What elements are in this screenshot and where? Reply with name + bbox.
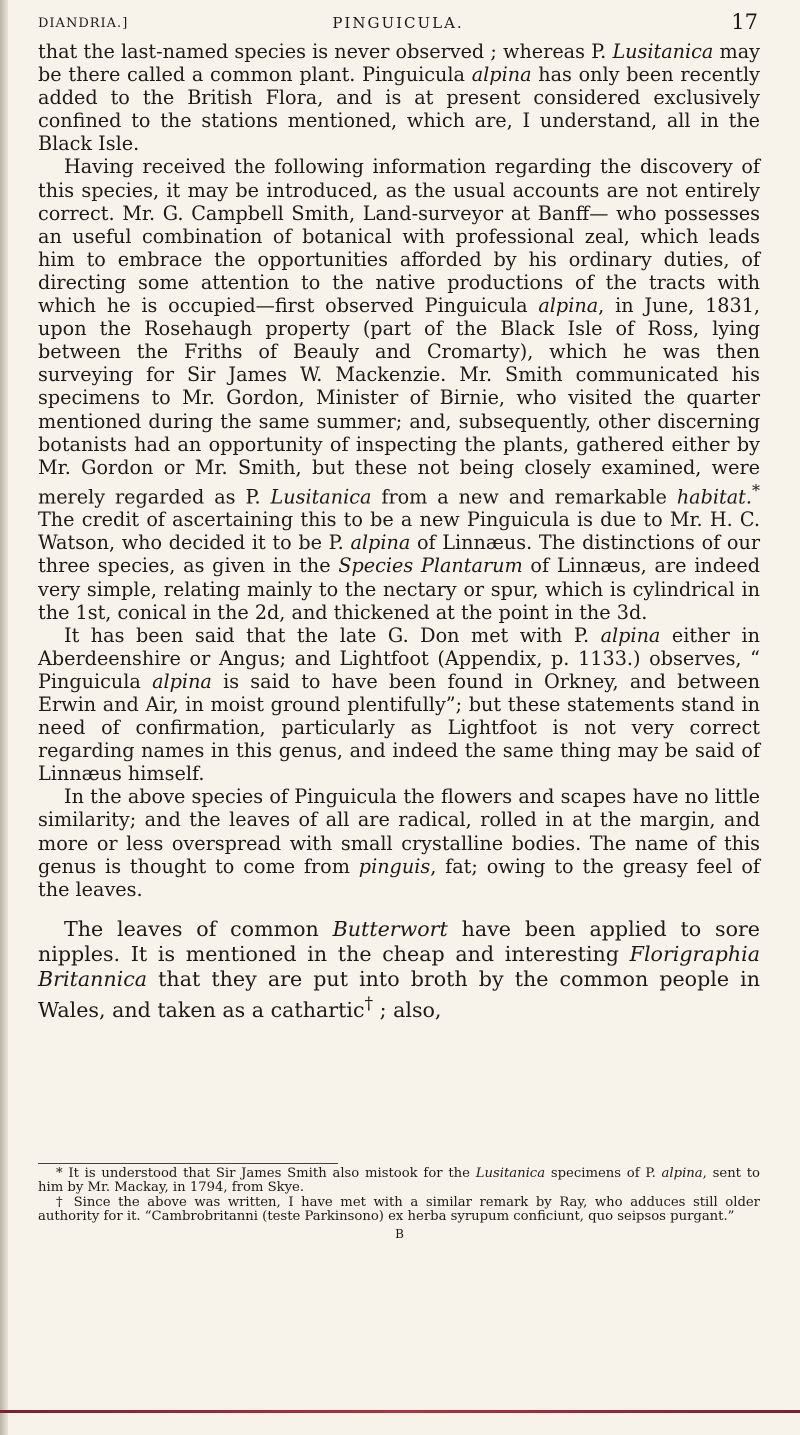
page-bottom-edge xyxy=(0,1410,800,1413)
paragraph-5: The leaves of common Butterwort have been applied to sore nipples. It is mentioned in the cheap and interesting Florigraphia Britannica that they are put into broth by the common people in Wales, and taken as a cathartic† ; also, xyxy=(38,916,760,1022)
paragraph-3: It has been said that the late G. Don met with P. alpina either in Aberdeenshire or Angus; and Lightfoot (Appendix, p. 1133.) observes, “ Pinguicula alpina is said to have been found in Orkney, and between Erwin and Air, in moist ground plentifully”; but these statements stand in need of confirmation, particularly as Lightfoot is not very correct regarding names in this genus, and indeed the same thing may be said of Linnæus himself. xyxy=(38,623,760,786)
running-title: PINGUICULA. xyxy=(332,14,464,32)
body-text xyxy=(38,40,760,1023)
page-binding-edge xyxy=(0,0,8,1435)
footnote-marker-dagger: † xyxy=(364,993,374,1014)
page-number: 17 xyxy=(731,10,758,34)
paragraph-4: In the above species of Pinguicula the flowers and scapes have no little similarity; and the leaves of all are radical, rolled in at the margin, and more or less overspread with small crystalline bodies. The name of this genus is thought to come from pinguis, fat; owing to the greasy feel of the leaves. xyxy=(38,785,760,901)
footnotes xyxy=(38,1167,760,1225)
footnote-marker-asterisk: * xyxy=(752,480,760,500)
paragraph-2: Having received the following information regarding the discovery of this species, it may be introduced, as the usual accounts are not entirely correct. Mr. G. Campbell Smith, Land-surveyor at Banff— who possesses an useful combination of botanical with professional zeal, which leads him to embrace the opportunities afforded by his ordinary duties, of directing some attention to the native productions of the tracts with which he is occupied—first observed Pinguicula alpina, in June, 1831, upon the Rosehaugh property (part of the Black Isle of Ross, lying between the Friths of Beauly and Cromarty), which he was then surveying for Sir James W. Mackenzie. Mr. Smith communicated his specimens to Mr. Gordon, Minister of Birnie, who visited the quarter mentioned during the same summer; and, subsequently, other discerning botanists had an opportunity of inspecting the plants, gathered either by Mr. Gordon or Mr. Smith, but these not being closely examined, were merely regarded as P. Lusitanica from a new and remarkable habitat.* The credit of ascertaining this to be a new Pinguicula is due to Mr. H. C. Watson, who decided it to be P. alpina of Linnæus. The distinctions of our three species, as given in the Species Plantarum of Linnæus, are indeed very simple, relating mainly to the nectary or spur, which is cylindrical in the 1st, conical in the 2d, and thickened at the point in the 3d. xyxy=(38,155,761,624)
footnote-rule xyxy=(38,1163,338,1164)
footnote-2: † Since the above was written, I have met with a similar remark by Ray, who adduces still older authority for it. “Cambrobritanni (teste Parkinsono) ex herba syrupum conficiunt, quo seipsos purgant.” xyxy=(38,1194,760,1225)
signature-mark: B xyxy=(395,1227,405,1241)
running-header xyxy=(38,10,758,38)
footnote-1: * It is understood that Sir James Smith also mistook for the Lusitanica specimens of P. alpina, sent to him by Mr. Mackay, in 1794, from Skye. xyxy=(38,1166,760,1196)
paragraph-1: that the last-named species is never observed ; whereas P. Lusitanica may be there called a common plant. Pinguicula alpina has only been recently added to the British Flora, and is at present considered exclusively confined to the stations mentioned, which are, I understand, all in the Black Isle. xyxy=(38,40,761,156)
section-label: DIANDRIA.] xyxy=(38,16,129,31)
